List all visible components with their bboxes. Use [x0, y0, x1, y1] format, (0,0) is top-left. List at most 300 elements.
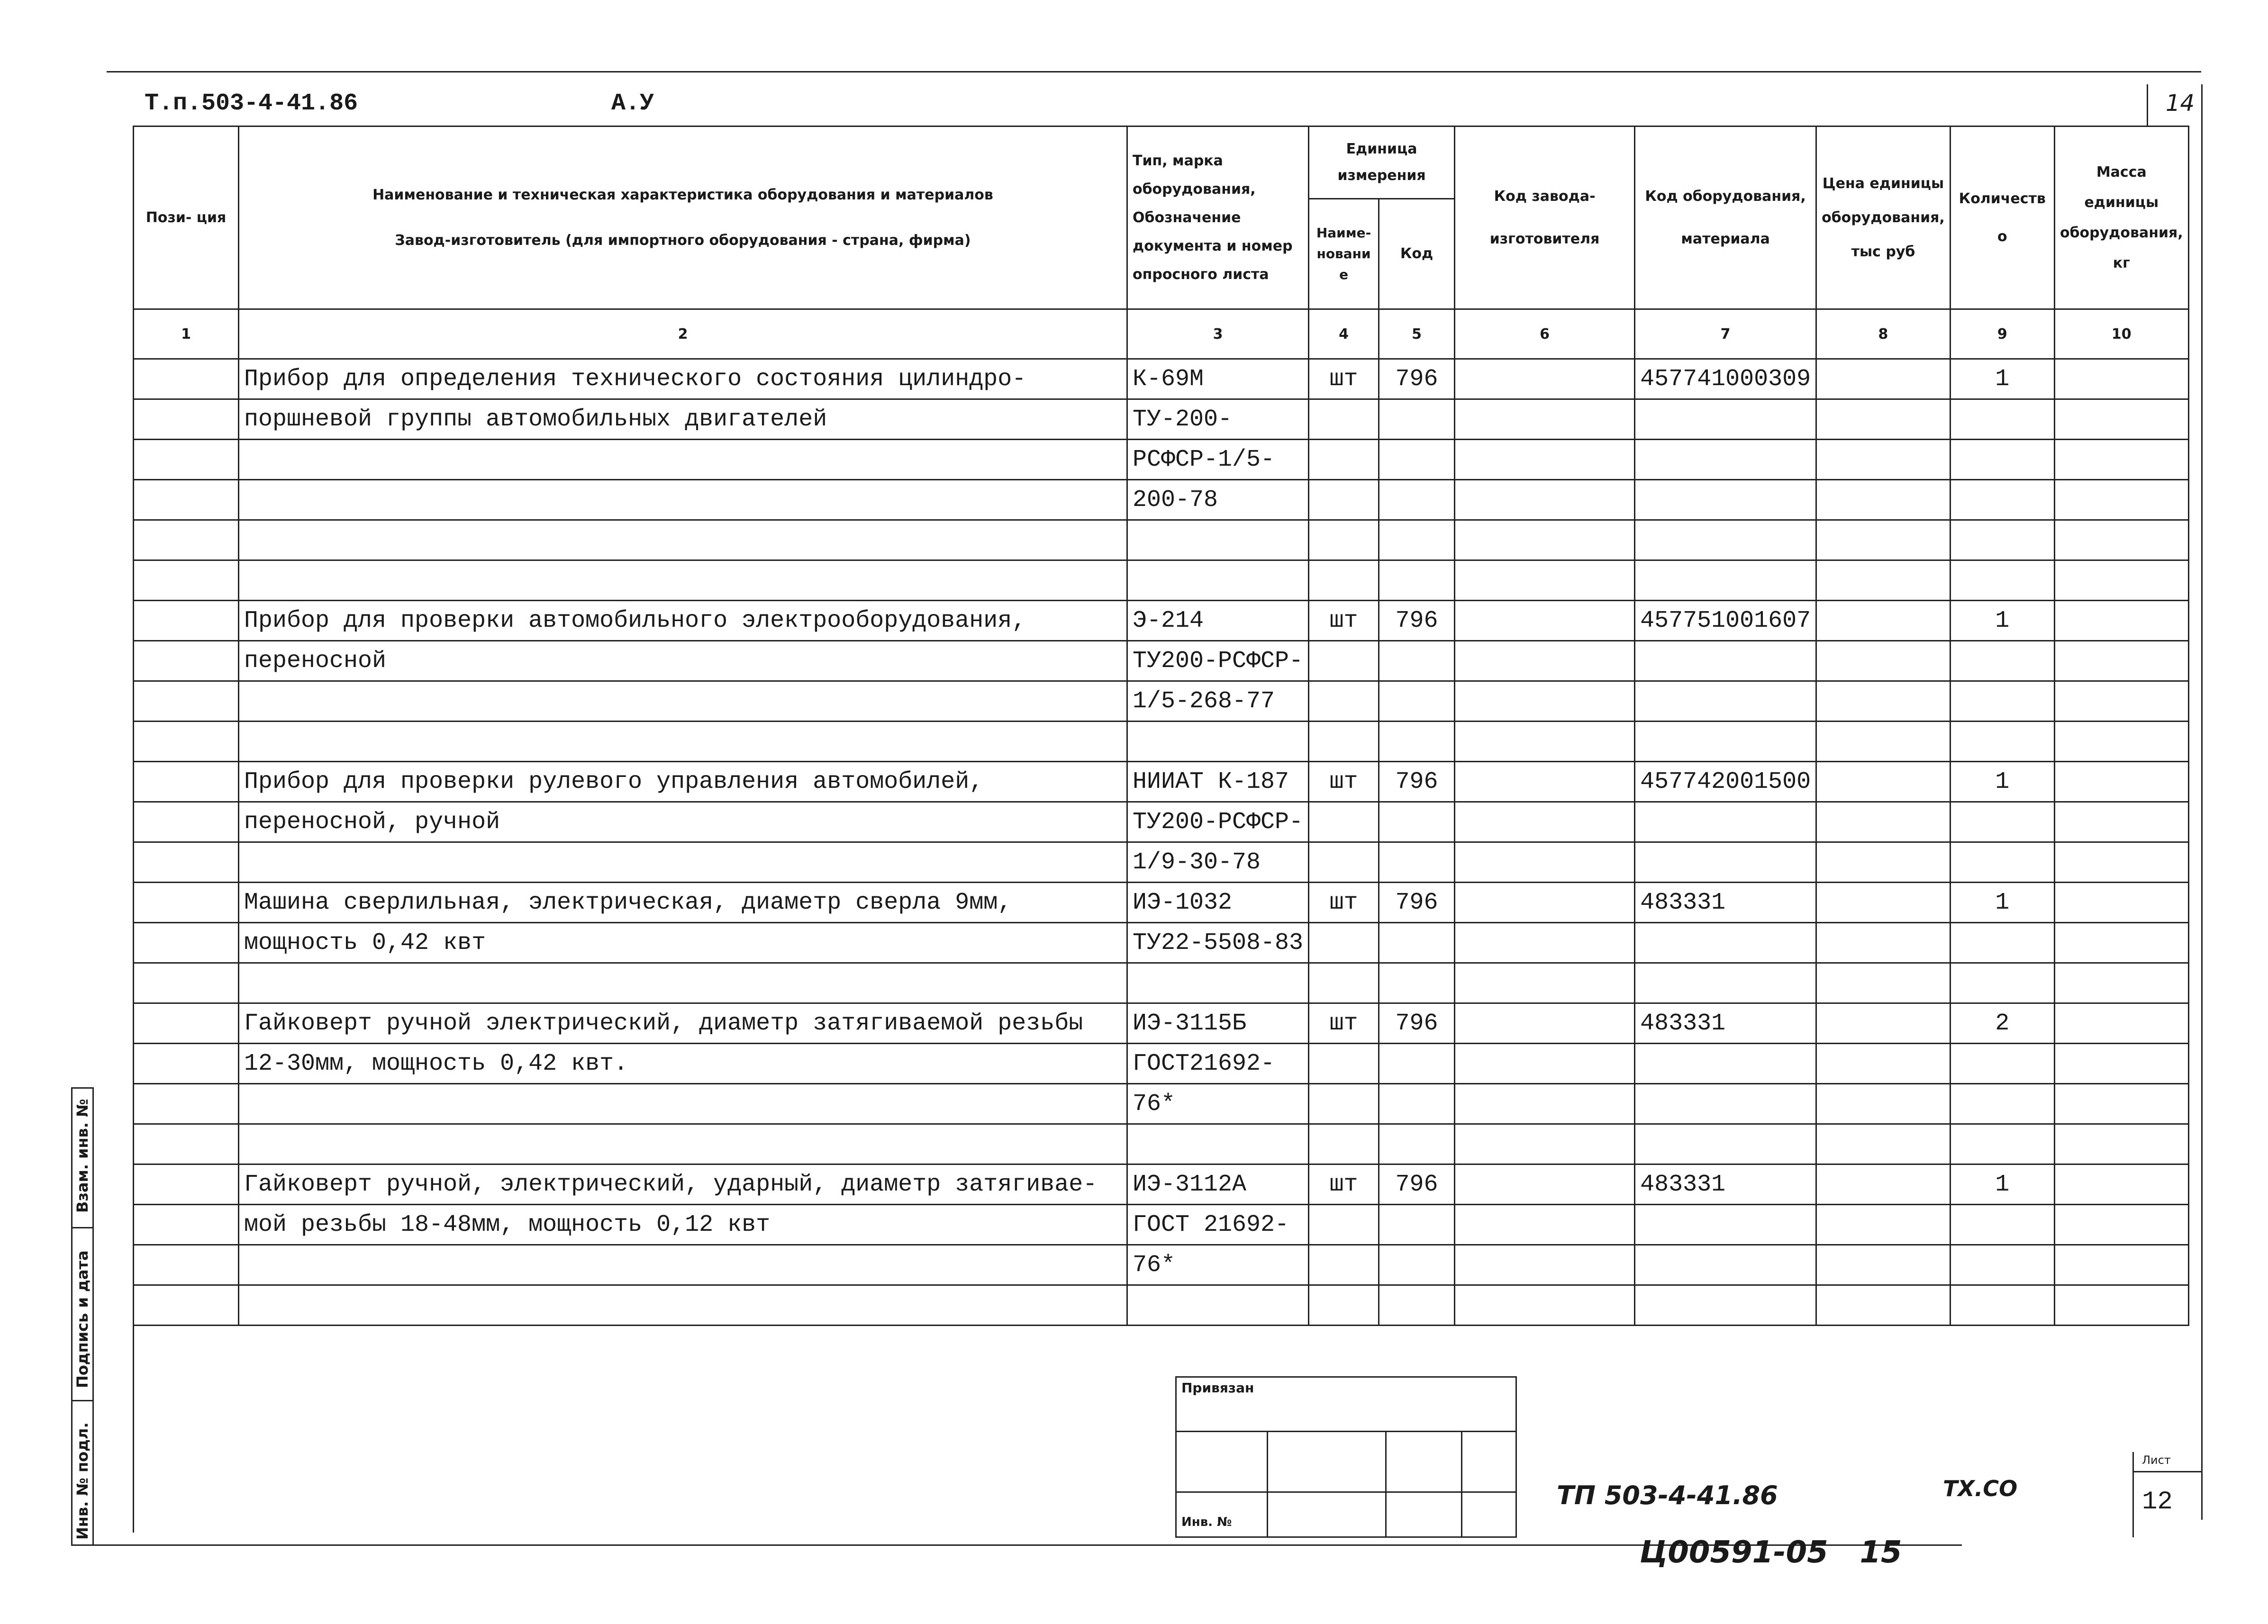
cell-quantity [1950, 520, 2054, 560]
cell-equipment-code [1635, 520, 1816, 560]
stamp-line-1 [1177, 1431, 1515, 1432]
cell-factory-code [1455, 1205, 1635, 1245]
cell-name [239, 1245, 1127, 1285]
side-label-sign-date: Подпись и дата [73, 1250, 91, 1388]
cell-price [1816, 641, 1950, 681]
cell-price [1816, 520, 1950, 560]
cell-quantity [1950, 560, 2054, 601]
cell-factory-code [1455, 802, 1635, 842]
cell-name [239, 560, 1127, 601]
cell-quantity: 1 [1950, 359, 2054, 399]
cell-name: Гайковерт ручной электрический, диаметр затягиваемой резьбы [239, 1003, 1127, 1044]
cell-quantity [1950, 842, 2054, 883]
table-row [134, 883, 2189, 923]
cell-quantity [1950, 923, 2054, 963]
cell-unit-code [1379, 1084, 1455, 1124]
cell-unit [1309, 1245, 1379, 1285]
top-center-mark: А.У [611, 90, 654, 117]
cell-mass [2054, 1285, 2188, 1326]
cell-type: ИЭ-1032 [1127, 883, 1309, 923]
col-num: 3 [1127, 309, 1309, 359]
cell-position [134, 722, 239, 762]
cell-equipment-code [1635, 1124, 1816, 1164]
cell-name [239, 1084, 1127, 1124]
col-num: 10 [2054, 309, 2188, 359]
cell-unit [1309, 722, 1379, 762]
table-row [134, 560, 2189, 601]
cell-unit-code [1379, 440, 1455, 480]
cell-mass [2054, 883, 2188, 923]
cell-factory-code [1455, 1044, 1635, 1084]
cell-mass [2054, 1044, 2188, 1084]
sheet-label: Лист [2142, 1453, 2171, 1467]
cell-quantity [1950, 963, 2054, 1003]
cell-price [1816, 1124, 1950, 1164]
cell-price [1816, 560, 1950, 601]
cell-mass [2054, 802, 2188, 842]
cell-position [134, 641, 239, 681]
header-mass: Масса единицы оборудования, кг [2054, 126, 2188, 309]
cell-mass [2054, 359, 2188, 399]
cell-type: 1/5-268-77 [1127, 681, 1309, 722]
corner-sheet-number: 14 [2166, 90, 2195, 117]
cell-unit-code [1379, 681, 1455, 722]
cell-price [1816, 440, 1950, 480]
inv-label: Инв. № [1181, 1515, 1232, 1529]
cell-quantity: 1 [1950, 762, 2054, 802]
cell-mass [2054, 399, 2188, 440]
cell-quantity: 2 [1950, 1003, 2054, 1044]
table-row [134, 802, 2189, 842]
cell-type: 1/9-30-78 [1127, 842, 1309, 883]
side-label-replace-inv: Взам. инв. № [73, 1099, 91, 1213]
side-label-inv-orig: Инв. № подл. [73, 1422, 91, 1540]
cell-position [134, 1164, 239, 1205]
cell-equipment-code [1635, 923, 1816, 963]
cell-equipment-code: 483331 [1635, 1164, 1816, 1205]
cell-name: поршневой группы автомобильных двигателей [239, 399, 1127, 440]
cell-unit-code [1379, 560, 1455, 601]
header-unit-name: Наиме-нование [1309, 199, 1379, 309]
cell-unit [1309, 399, 1379, 440]
specification-table [133, 126, 2189, 1326]
cell-price [1816, 480, 1950, 520]
cell-unit-code [1379, 923, 1455, 963]
cell-name: переносной, ручной [239, 802, 1127, 842]
table-row [134, 520, 2189, 560]
cell-equipment-code [1635, 722, 1816, 762]
header-unit-code: Код [1379, 199, 1455, 309]
cell-equipment-code [1635, 399, 1816, 440]
cell-type [1127, 1124, 1309, 1164]
cell-position [134, 802, 239, 842]
side-strip-left [71, 1087, 73, 1544]
header-quantity: Количество [1950, 126, 2054, 309]
cell-equipment-code [1635, 681, 1816, 722]
cell-position [134, 842, 239, 883]
cell-position [134, 440, 239, 480]
cell-name: переносной [239, 641, 1127, 681]
cell-type: ТУ-200- [1127, 399, 1309, 440]
cell-factory-code [1455, 359, 1635, 399]
cell-price [1816, 681, 1950, 722]
cell-unit [1309, 923, 1379, 963]
cell-unit: шт [1309, 762, 1379, 802]
frame-right [2201, 84, 2203, 1520]
cell-unit-code [1379, 1044, 1455, 1084]
cell-equipment-code [1635, 440, 1816, 480]
header-position: Пози- ция [134, 126, 239, 309]
cell-equipment-code [1635, 842, 1816, 883]
cell-factory-code [1455, 722, 1635, 762]
cell-factory-code [1455, 1285, 1635, 1326]
cell-unit: шт [1309, 359, 1379, 399]
header-price: Цена единицы оборудования, тыс руб [1816, 126, 1950, 309]
cell-name: Прибор для проверки рулевого управления автомобилей, [239, 762, 1127, 802]
cell-unit-code [1379, 399, 1455, 440]
cell-name [239, 480, 1127, 520]
header-name: Наименование и техническая характеристика оборудования и материалов Завод-изготовитель (для импортного оборудования - страна, фирма) [239, 126, 1127, 309]
cell-name: мощность 0,42 квт [239, 923, 1127, 963]
bound-label: Привязан [1181, 1380, 1254, 1396]
cell-name: 12-30мм, мощность 0,42 квт. [239, 1044, 1127, 1084]
cell-position [134, 601, 239, 641]
cell-unit-code [1379, 1285, 1455, 1326]
cell-position [134, 1084, 239, 1124]
cell-factory-code [1455, 1003, 1635, 1044]
cell-position [134, 359, 239, 399]
cell-equipment-code [1635, 560, 1816, 601]
side-strip-top [71, 1087, 94, 1089]
cell-quantity: 1 [1950, 601, 2054, 641]
cell-equipment-code: 457751001607 [1635, 601, 1816, 641]
table-row [134, 1003, 2189, 1044]
cell-name [239, 1285, 1127, 1326]
table-row [134, 1285, 2189, 1326]
cell-position [134, 520, 239, 560]
cell-unit-code: 796 [1379, 883, 1455, 923]
cell-name: мой резьбы 18-48мм, мощность 0,12 квт [239, 1205, 1127, 1245]
cell-position [134, 681, 239, 722]
header-type: Тип, марка оборудования, Обозначение документа и номер опросного листа [1127, 126, 1309, 309]
cell-equipment-code [1635, 1044, 1816, 1084]
cell-name [239, 681, 1127, 722]
cell-mass [2054, 641, 2188, 681]
cell-equipment-code [1635, 1084, 1816, 1124]
cell-price [1816, 722, 1950, 762]
cell-type: РСФСР-1/5- [1127, 440, 1309, 480]
col-num: 9 [1950, 309, 2054, 359]
cell-type: НИИАТ К-187 [1127, 762, 1309, 802]
cell-mass [2054, 440, 2188, 480]
cell-quantity [1950, 1285, 2054, 1326]
cell-factory-code [1455, 923, 1635, 963]
cell-type: ТУ200-РСФСР- [1127, 641, 1309, 681]
col-num: 4 [1309, 309, 1379, 359]
sheet-box-top [2132, 1471, 2201, 1472]
cell-unit-code: 796 [1379, 1164, 1455, 1205]
cell-unit [1309, 1084, 1379, 1124]
cell-mass [2054, 520, 2188, 560]
cell-price [1816, 923, 1950, 963]
cell-type [1127, 1285, 1309, 1326]
cell-position [134, 399, 239, 440]
cell-mass [2054, 762, 2188, 802]
cell-name [239, 722, 1127, 762]
cell-unit [1309, 520, 1379, 560]
document-code-top: Т.п.503-4-41.86 [145, 90, 358, 117]
cell-unit [1309, 560, 1379, 601]
cell-position [134, 1285, 239, 1326]
cell-unit-code: 796 [1379, 1003, 1455, 1044]
cell-factory-code [1455, 1164, 1635, 1205]
cell-price [1816, 1044, 1950, 1084]
cell-equipment-code [1635, 802, 1816, 842]
cell-type: ГОСТ 21692- [1127, 1205, 1309, 1245]
cell-unit: шт [1309, 1164, 1379, 1205]
cell-unit [1309, 681, 1379, 722]
cell-mass [2054, 1245, 2188, 1285]
cell-unit-code [1379, 722, 1455, 762]
corner-divider [2147, 84, 2148, 127]
cell-type: ИЭ-3115Б [1127, 1003, 1309, 1044]
cell-price [1816, 601, 1950, 641]
stamp-vline-1 [1267, 1431, 1268, 1536]
cell-equipment-code [1635, 1245, 1816, 1285]
cell-name [239, 842, 1127, 883]
stamp-suffix: ТХ.СО [1943, 1476, 2018, 1501]
col-num: 1 [134, 309, 239, 359]
cell-mass [2054, 601, 2188, 641]
table-row [134, 359, 2189, 399]
cell-quantity: 1 [1950, 883, 2054, 923]
cell-unit [1309, 1124, 1379, 1164]
cell-type: 76* [1127, 1084, 1309, 1124]
cell-factory-code [1455, 1124, 1635, 1164]
cell-mass [2054, 1205, 2188, 1245]
cell-equipment-code [1635, 963, 1816, 1003]
cell-unit-code [1379, 1124, 1455, 1164]
cell-position [134, 1124, 239, 1164]
cell-mass [2054, 1124, 2188, 1164]
cell-type: ТУ22-5508-83 [1127, 923, 1309, 963]
cell-unit-code [1379, 480, 1455, 520]
cell-position [134, 923, 239, 963]
sheet-box-left [2132, 1452, 2134, 1537]
cell-unit-code [1379, 641, 1455, 681]
table-row [134, 1084, 2189, 1124]
cell-name [239, 1124, 1127, 1164]
cell-quantity [1950, 722, 2054, 762]
cell-factory-code [1455, 963, 1635, 1003]
cell-mass [2054, 722, 2188, 762]
table-row [134, 1164, 2189, 1205]
cell-equipment-code [1635, 1205, 1816, 1245]
cell-price [1816, 883, 1950, 923]
cell-mass [2054, 560, 2188, 601]
col-num: 6 [1455, 309, 1635, 359]
header-unit-group: Единица измерения [1309, 126, 1455, 199]
cell-unit-code [1379, 963, 1455, 1003]
cell-name [239, 440, 1127, 480]
cell-factory-code [1455, 440, 1635, 480]
cell-position [134, 1205, 239, 1245]
cell-price [1816, 359, 1950, 399]
cell-unit [1309, 963, 1379, 1003]
cell-name: Машина сверлильная, электрическая, диаметр сверла 9мм, [239, 883, 1127, 923]
cell-price [1816, 963, 1950, 1003]
cell-factory-code [1455, 1245, 1635, 1285]
cell-quantity [1950, 802, 2054, 842]
cell-unit-code: 796 [1379, 762, 1455, 802]
table-row [134, 842, 2189, 883]
cell-position [134, 963, 239, 1003]
cell-equipment-code: 457741000309 [1635, 359, 1816, 399]
cell-quantity [1950, 399, 2054, 440]
cell-quantity: 1 [1950, 1164, 2054, 1205]
cell-unit-code [1379, 520, 1455, 560]
cell-position [134, 1044, 239, 1084]
column-number-row [134, 309, 2189, 359]
header-equipment-code: Код оборудования, материала [1635, 126, 1816, 309]
cell-mass [2054, 923, 2188, 963]
cell-type: 200-78 [1127, 480, 1309, 520]
cell-unit-code: 796 [1379, 601, 1455, 641]
header-factory-code: Код завода-изготовителя [1455, 126, 1635, 309]
cell-price [1816, 1084, 1950, 1124]
cell-unit-code: 796 [1379, 359, 1455, 399]
cell-unit [1309, 1205, 1379, 1245]
table-row [134, 399, 2189, 440]
side-strip-right [92, 1087, 94, 1544]
table-row [134, 722, 2189, 762]
cell-type: ГОСТ21692- [1127, 1044, 1309, 1084]
bound-stamp-box [1175, 1376, 1517, 1538]
table-row [134, 440, 2189, 480]
cell-equipment-code [1635, 641, 1816, 681]
cell-factory-code [1455, 601, 1635, 641]
cell-unit [1309, 440, 1379, 480]
cell-mass [2054, 1084, 2188, 1124]
cell-mass [2054, 963, 2188, 1003]
cell-equipment-code [1635, 1285, 1816, 1326]
cell-quantity [1950, 1124, 2054, 1164]
cell-factory-code [1455, 1084, 1635, 1124]
cell-position [134, 560, 239, 601]
table-row [134, 641, 2189, 681]
col-num: 8 [1816, 309, 1950, 359]
cell-type: К-69М [1127, 359, 1309, 399]
cell-equipment-code: 457742001500 [1635, 762, 1816, 802]
cell-type [1127, 963, 1309, 1003]
cell-quantity [1950, 480, 2054, 520]
col-num: 2 [239, 309, 1127, 359]
cell-price [1816, 1003, 1950, 1044]
cell-quantity [1950, 1084, 2054, 1124]
stamp-document-code: ТП 503-4-41.86 [1557, 1480, 1778, 1510]
cell-mass [2054, 842, 2188, 883]
stamp-vline-3 [1461, 1431, 1462, 1536]
table-row [134, 1245, 2189, 1285]
cell-position [134, 480, 239, 520]
cell-price [1816, 1245, 1950, 1285]
cell-quantity [1950, 641, 2054, 681]
cell-type [1127, 560, 1309, 601]
bottom-handwritten-code: Ц00591-05 15 [1640, 1535, 1902, 1570]
cell-quantity [1950, 1245, 2054, 1285]
cell-name: Прибор для определения технического состояния цилиндро- [239, 359, 1127, 399]
stamp-line-2 [1177, 1491, 1515, 1493]
cell-type: 76* [1127, 1245, 1309, 1285]
side-strip-div2 [71, 1400, 94, 1401]
col-num: 7 [1635, 309, 1816, 359]
table-row [134, 1205, 2189, 1245]
table-row [134, 681, 2189, 722]
col-num: 5 [1379, 309, 1455, 359]
cell-position [134, 762, 239, 802]
cell-equipment-code [1635, 480, 1816, 520]
cell-position [134, 883, 239, 923]
cell-factory-code [1455, 681, 1635, 722]
cell-unit-code [1379, 802, 1455, 842]
table-row [134, 480, 2189, 520]
cell-type: Э-214 [1127, 601, 1309, 641]
cell-unit: шт [1309, 883, 1379, 923]
cell-position [134, 1003, 239, 1044]
cell-price [1816, 399, 1950, 440]
table-row [134, 762, 2189, 802]
cell-price [1816, 1164, 1950, 1205]
cell-factory-code [1455, 762, 1635, 802]
cell-unit [1309, 641, 1379, 681]
cell-mass [2054, 681, 2188, 722]
cell-name: Прибор для проверки автомобильного электрооборудования, [239, 601, 1127, 641]
cell-type [1127, 722, 1309, 762]
table-row [134, 963, 2189, 1003]
cell-factory-code [1455, 883, 1635, 923]
table-row [134, 1124, 2189, 1164]
cell-equipment-code: 483331 [1635, 883, 1816, 923]
cell-unit [1309, 1044, 1379, 1084]
cell-mass [2054, 1164, 2188, 1205]
cell-type [1127, 520, 1309, 560]
cell-factory-code [1455, 399, 1635, 440]
cell-mass [2054, 1003, 2188, 1044]
cell-factory-code [1455, 520, 1635, 560]
table-row [134, 1044, 2189, 1084]
cell-price [1816, 1285, 1950, 1326]
frame-top [107, 71, 2201, 72]
cell-position [134, 1245, 239, 1285]
cell-quantity [1950, 681, 2054, 722]
sheet-number: 12 [2142, 1488, 2173, 1516]
cell-name: Гайковерт ручной, электрический, ударный, диаметр затягивае- [239, 1164, 1127, 1205]
cell-equipment-code: 483331 [1635, 1003, 1816, 1044]
cell-quantity [1950, 1044, 2054, 1084]
cell-unit: шт [1309, 601, 1379, 641]
cell-factory-code [1455, 641, 1635, 681]
cell-factory-code [1455, 480, 1635, 520]
stamp-vline-2 [1385, 1431, 1387, 1536]
header-row-1 [134, 126, 2189, 199]
cell-unit [1309, 842, 1379, 883]
cell-price [1816, 762, 1950, 802]
table-row [134, 601, 2189, 641]
cell-type: ИЭ-3112А [1127, 1164, 1309, 1205]
cell-price [1816, 1205, 1950, 1245]
cell-factory-code [1455, 842, 1635, 883]
cell-unit-code [1379, 842, 1455, 883]
